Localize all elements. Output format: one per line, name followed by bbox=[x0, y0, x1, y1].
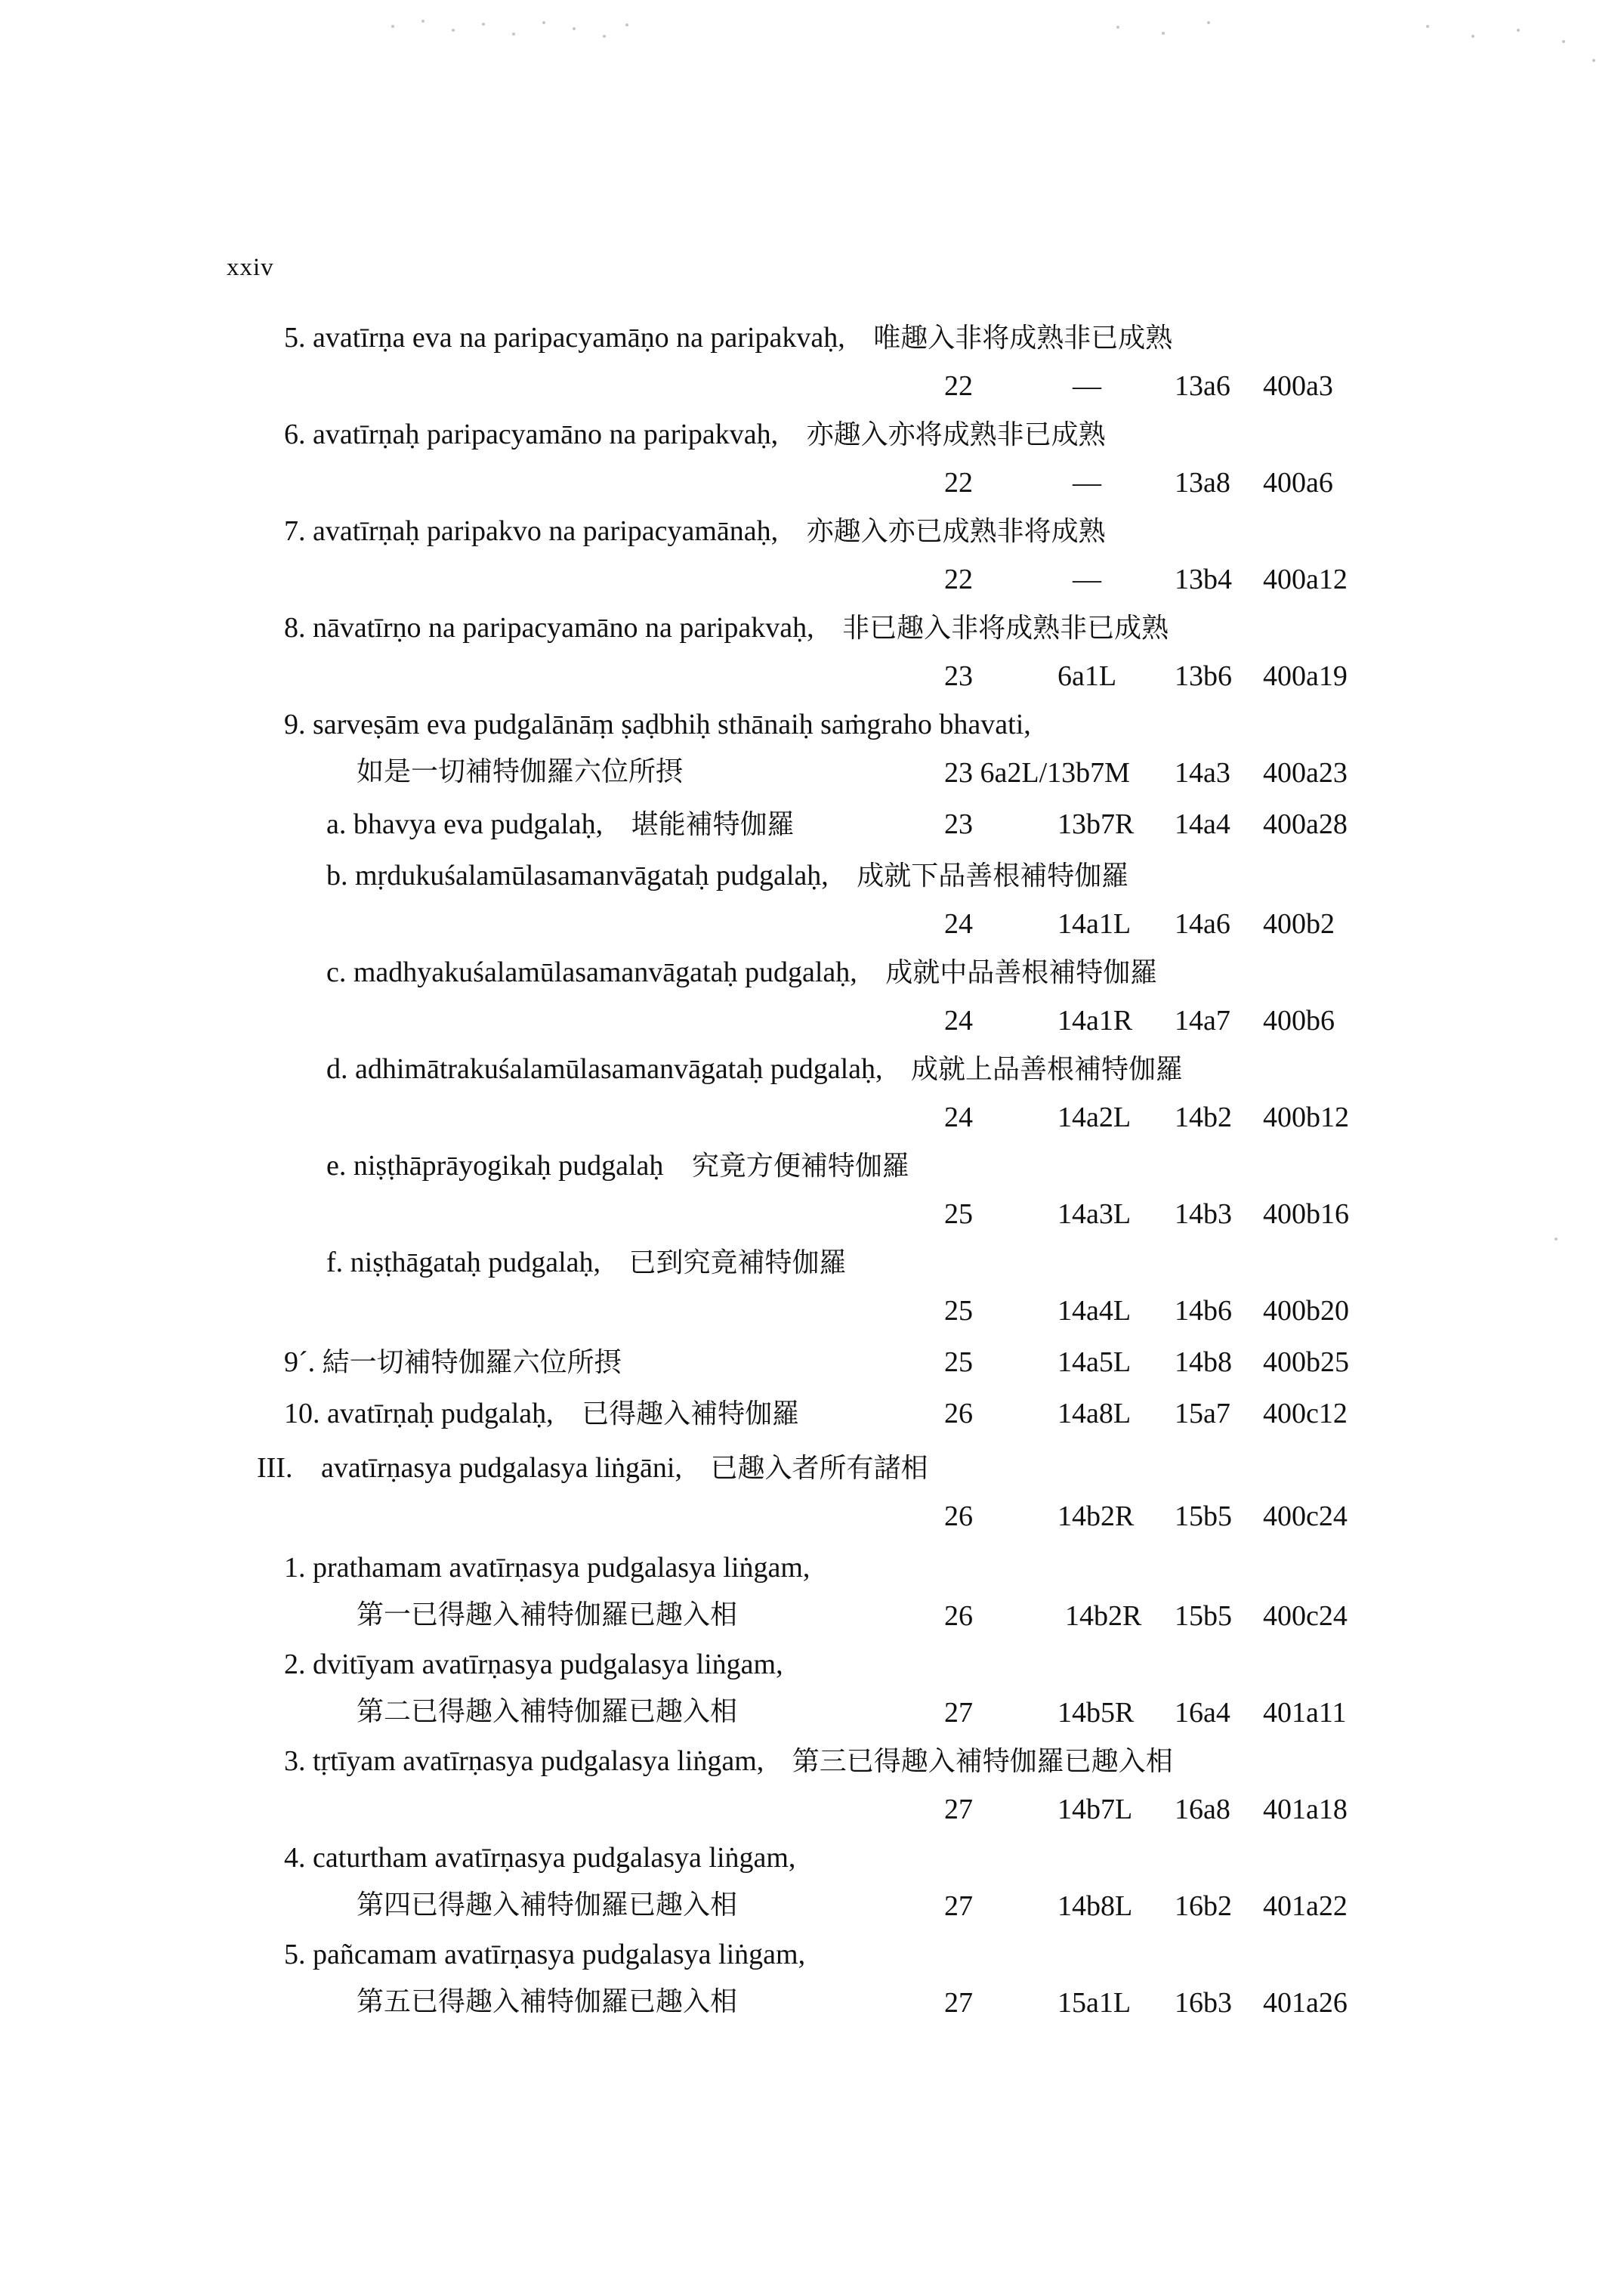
ref-a: — bbox=[1073, 370, 1101, 402]
entry-iii-3-heading bbox=[284, 1747, 1173, 1775]
ref-page: 24 bbox=[944, 1102, 973, 1133]
page-number: xxiv bbox=[227, 254, 274, 281]
ref-a: 15a1L bbox=[1057, 1987, 1132, 2019]
ref-taisho: 401a26 bbox=[1263, 1987, 1348, 2019]
entry-d-heading bbox=[326, 1055, 1183, 1083]
entry-10-heading bbox=[284, 1399, 799, 1428]
ref-a: 14a2L bbox=[1057, 1102, 1132, 1133]
entry-label: e. bbox=[326, 1150, 347, 1182]
ref-taisho: 400b6 bbox=[1263, 1005, 1335, 1037]
entry-f-heading bbox=[326, 1248, 847, 1277]
entry-label: 1. bbox=[284, 1552, 306, 1584]
ref-b: 13b6 bbox=[1175, 660, 1232, 692]
entry-chinese: 亦趣入亦已成熟非将成熟 bbox=[806, 516, 1106, 547]
ref-a: 14a1R bbox=[1057, 1005, 1133, 1037]
ref-a: 14a1L bbox=[1057, 908, 1132, 940]
entry-label: 8. bbox=[284, 612, 306, 644]
entry-sanskrit: adhimātrakuśalamūlasamanvāgataḥ pudgalaḥ, bbox=[355, 1053, 883, 1085]
ref-taisho: 400a19 bbox=[1263, 660, 1348, 692]
entry-chinese: 非已趣入非将成熟非已成熟 bbox=[842, 613, 1169, 644]
entry-label: c. bbox=[326, 956, 347, 988]
ref-page: 26 bbox=[944, 1398, 973, 1429]
ref-page: 25 bbox=[944, 1295, 973, 1327]
entry-label: 10. bbox=[284, 1398, 320, 1429]
ref-b: 14b3 bbox=[1175, 1198, 1232, 1230]
entry-sanskrit: prathamam avatīrṇasya pudgalasya liṅgam, bbox=[313, 1552, 810, 1584]
entry-sanskrit: pañcamam avatīrṇasya pudgalasya liṅgam, bbox=[313, 1939, 806, 1970]
entry-label: f. bbox=[326, 1247, 344, 1278]
entry-sanskrit: avatīrṇasya pudgalasya liṅgāni, bbox=[320, 1452, 682, 1484]
ref-taisho: 400a3 bbox=[1263, 370, 1333, 402]
entry-b-heading bbox=[326, 861, 1128, 890]
ref-page: 24 bbox=[944, 908, 973, 940]
entry-iii-1-heading bbox=[284, 1553, 810, 1582]
ref-taisho: 400b25 bbox=[1263, 1346, 1349, 1378]
entry-label: 2. bbox=[284, 1649, 306, 1680]
ref-b: 14a7 bbox=[1175, 1005, 1230, 1037]
ref-page: 22 bbox=[944, 370, 973, 402]
ref-a: 14b7L bbox=[1057, 1794, 1133, 1825]
ref-a: 14a5L bbox=[1057, 1346, 1132, 1378]
entry-chinese: 第二已得趣入補特伽羅已趣入相 bbox=[357, 1696, 738, 1727]
ref-page: 26 bbox=[944, 1600, 973, 1632]
ref-page: 23 bbox=[944, 808, 973, 840]
entry-6-heading bbox=[284, 420, 1106, 449]
ref-taisho: 401a11 bbox=[1263, 1697, 1347, 1729]
ref-page: 25 bbox=[944, 1198, 973, 1230]
ref-b: 14a3 bbox=[1175, 757, 1230, 789]
section-iii-heading bbox=[257, 1454, 928, 1482]
ref-b: 13a8 bbox=[1175, 467, 1230, 499]
entry-chinese: 第五已得趣入補特伽羅已趣入相 bbox=[357, 1986, 738, 2017]
entry-iii-5-heading bbox=[284, 1940, 805, 1969]
entry-sanskrit: bhavya eva pudgalaḥ, bbox=[353, 808, 604, 840]
entry-label: 9. bbox=[284, 709, 306, 740]
ref-b: 14b8 bbox=[1175, 1346, 1232, 1378]
entry-label: 3. bbox=[284, 1745, 306, 1777]
entry-label: 6. bbox=[284, 419, 306, 450]
ref-b: 16a4 bbox=[1175, 1697, 1230, 1729]
ref-taisho: 400b2 bbox=[1263, 908, 1335, 940]
entry-iii-4-heading bbox=[284, 1843, 795, 1872]
ref-page: 27 bbox=[944, 1987, 973, 2019]
entry-8-heading bbox=[284, 613, 1169, 642]
ref-a: 6a1L bbox=[1057, 660, 1117, 692]
entry-chinese: 第一已得趣入補特伽羅已趣入相 bbox=[357, 1599, 738, 1630]
entry-5-heading bbox=[284, 323, 1172, 352]
ref-page: 26 bbox=[944, 1500, 973, 1532]
entry-sanskrit: avatīrṇaḥ paripacyamāno na paripakvaḥ, bbox=[313, 419, 779, 450]
ref-page: 27 bbox=[944, 1890, 973, 1922]
ref-page: 22 bbox=[944, 564, 973, 595]
ref-a: 14b5R bbox=[1057, 1697, 1135, 1729]
ref-page: 23 bbox=[944, 660, 973, 692]
ref-taisho: 400a6 bbox=[1263, 467, 1333, 499]
ref-b: 15b5 bbox=[1175, 1600, 1232, 1632]
ref-b: 14b2 bbox=[1175, 1102, 1232, 1133]
entry-chinese: 結一切補特伽羅六位所摂 bbox=[322, 1347, 622, 1378]
ref-taisho: 400a23 bbox=[1263, 757, 1348, 789]
entry-chinese: 如是一切補特伽羅六位所摂 bbox=[357, 756, 684, 787]
entry-chinese: 第四已得趣入補特伽羅已趣入相 bbox=[357, 1890, 738, 1921]
ref-a: 14b8L bbox=[1057, 1890, 1133, 1922]
ref-page: 22 bbox=[944, 467, 973, 499]
ref-taisho: 400c12 bbox=[1263, 1398, 1348, 1429]
ref-b: 14a6 bbox=[1175, 908, 1230, 940]
entry-label: d. bbox=[326, 1053, 348, 1085]
ref-a: 14a3L bbox=[1057, 1198, 1132, 1230]
ref-page: 27 bbox=[944, 1697, 973, 1729]
ref-b: 13b4 bbox=[1175, 564, 1232, 595]
entry-chinese: 亦趣入亦将成熟非已成熟 bbox=[806, 419, 1106, 450]
entry-sanskrit: nāvatīrṇo na paripacyamāno na paripakvaḥ, bbox=[313, 612, 814, 644]
ref-a: 13b7R bbox=[1057, 808, 1135, 840]
entry-sanskrit: dvitīyam avatīrṇasya pudgalasya liṅgam, bbox=[313, 1649, 783, 1680]
entry-sanskrit: sarveṣām eva pudgalānāṃ ṣaḍbhiḥ sthānaiḥ saṁgraho bhavati, bbox=[313, 709, 1031, 740]
entry-9-heading bbox=[284, 710, 1031, 739]
entry-chinese: 成就下品善根補特伽羅 bbox=[857, 861, 1129, 892]
entry-chinese: 已到究竟補特伽羅 bbox=[628, 1247, 847, 1278]
ref-taisho: 400b12 bbox=[1263, 1102, 1349, 1133]
ref-b: 16a8 bbox=[1175, 1794, 1230, 1825]
entry-9-prime-heading bbox=[284, 1348, 622, 1377]
ref-taisho: 400c24 bbox=[1263, 1600, 1348, 1632]
entry-sanskrit: caturtham avatīrṇasya pudgalasya liṅgam, bbox=[313, 1842, 796, 1874]
ref-page: 24 bbox=[944, 1005, 973, 1037]
ref-b: 16b2 bbox=[1175, 1890, 1232, 1922]
ref-a: — bbox=[1073, 467, 1101, 499]
entry-sanskrit: avatīrṇaḥ pudgalaḥ, bbox=[327, 1398, 554, 1429]
entry-e-heading bbox=[326, 1151, 909, 1180]
entry-chinese: 已得趣入補特伽羅 bbox=[582, 1398, 800, 1429]
entry-chinese: 已趣入者所有諸相 bbox=[710, 1453, 928, 1484]
entry-sanskrit: niṣṭhāprāyogikaḥ pudgalaḥ bbox=[353, 1150, 664, 1182]
entry-sanskrit: avatīrṇaḥ paripakvo na paripacyamānaḥ, bbox=[313, 515, 779, 547]
ref-page: 25 bbox=[944, 1346, 973, 1378]
ref-taisho: 400b20 bbox=[1263, 1295, 1349, 1327]
entry-7-heading bbox=[284, 517, 1106, 545]
ref-a: — bbox=[1073, 564, 1101, 595]
ref-a: 14b2R bbox=[1057, 1500, 1135, 1532]
entry-sanskrit: tṛtīyam avatīrṇasya pudgalasya liṅgam, bbox=[313, 1745, 764, 1777]
ref-taisho: 400a12 bbox=[1263, 564, 1348, 595]
ref-a: 14b2R bbox=[1065, 1600, 1142, 1632]
ref-b: 15b5 bbox=[1175, 1500, 1232, 1532]
entry-label: 5. bbox=[284, 322, 306, 354]
entry-label: 9´. bbox=[284, 1346, 316, 1378]
entry-a-heading bbox=[326, 810, 795, 839]
ref-b: 16b3 bbox=[1175, 1987, 1232, 2019]
ref-taisho: 400c24 bbox=[1263, 1500, 1348, 1532]
ref-taisho: 400a28 bbox=[1263, 808, 1348, 840]
entry-chinese: 唯趣入非将成熟非已成熟 bbox=[873, 323, 1173, 354]
ref-taisho: 400b16 bbox=[1263, 1198, 1349, 1230]
entry-label: 5. bbox=[284, 1939, 306, 1970]
ref-a: 14a4L bbox=[1057, 1295, 1132, 1327]
entry-c-heading bbox=[326, 958, 1157, 987]
ref-taisho: 401a18 bbox=[1263, 1794, 1348, 1825]
ref-page: 23 6a2L/13b7M bbox=[944, 757, 1130, 789]
ref-b: 13a6 bbox=[1175, 370, 1230, 402]
entry-chinese: 成就中品善根補特伽羅 bbox=[885, 957, 1158, 988]
entry-label: 4. bbox=[284, 1842, 306, 1874]
ref-a: 14a8L bbox=[1057, 1398, 1132, 1429]
entry-sanskrit: niṣṭhāgataḥ pudgalaḥ, bbox=[350, 1247, 601, 1278]
entry-label: III. bbox=[257, 1452, 293, 1484]
entry-sanskrit: avatīrṇa eva na paripacyamāṇo na paripakvaḥ, bbox=[313, 322, 845, 354]
entry-sanskrit: madhyakuśalamūlasamanvāgataḥ pudgalaḥ, bbox=[353, 956, 857, 988]
entry-chinese: 第三已得趣入補特伽羅已趣入相 bbox=[792, 1746, 1173, 1777]
entry-iii-2-heading bbox=[284, 1650, 783, 1679]
ref-taisho: 401a22 bbox=[1263, 1890, 1348, 1922]
entry-chinese: 究竟方便補特伽羅 bbox=[691, 1151, 909, 1182]
entry-sanskrit: mṛdukuśalamūlasamanvāgataḥ pudgalaḥ, bbox=[355, 860, 829, 892]
entry-label: b. bbox=[326, 860, 348, 892]
entry-label: a. bbox=[326, 808, 347, 840]
ref-b: 15a7 bbox=[1175, 1398, 1230, 1429]
ref-page: 27 bbox=[944, 1794, 973, 1825]
entry-label: 7. bbox=[284, 515, 306, 547]
ref-b: 14a4 bbox=[1175, 808, 1230, 840]
ref-b: 14b6 bbox=[1175, 1295, 1232, 1327]
entry-chinese: 成就上品善根補特伽羅 bbox=[911, 1054, 1184, 1085]
entry-chinese: 堪能補特伽羅 bbox=[631, 809, 795, 840]
